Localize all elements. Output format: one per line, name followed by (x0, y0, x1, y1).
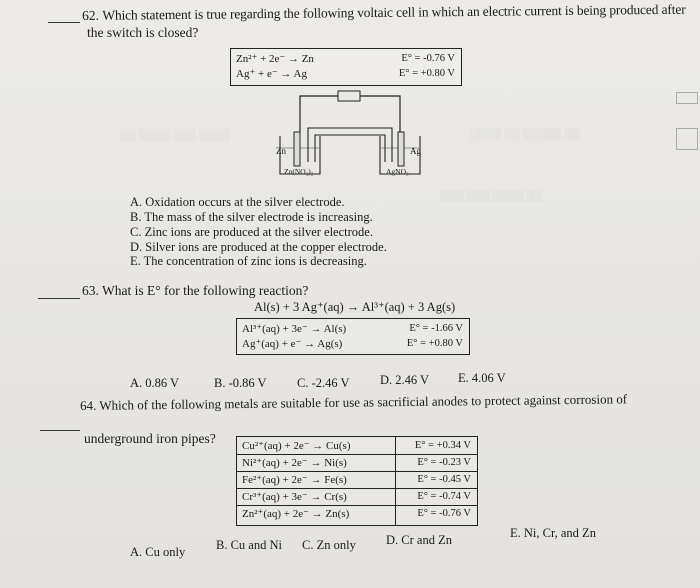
margin-mark (676, 92, 698, 104)
q62-option-b[interactable]: B. The mass of the silver electrode is increasing. (130, 210, 373, 224)
q64-text-line1 (80, 391, 627, 414)
q63-pot-1: E° = -1.66 V (409, 323, 463, 334)
q64-half-eq-1: Cu²⁺(aq) + 2e⁻ → Cu(s) (242, 440, 351, 452)
q63-pot-2: E° = +0.80 V (406, 338, 463, 349)
q64-choice-a[interactable]: A. Cu only (130, 545, 186, 559)
q62-pot-2: E° = +0.80 V (398, 68, 455, 79)
ag-label: Ag (410, 146, 421, 156)
switch-icon (338, 91, 360, 101)
q64-pot-2: E° = -0.23 V (417, 457, 471, 468)
q62-text-line1 (82, 2, 686, 24)
table-rule (237, 454, 477, 455)
salt-bridge-outer (308, 128, 392, 162)
q64-number: 64. (80, 397, 97, 413)
q64-pot-4: E° = -0.74 V (417, 491, 471, 502)
voltaic-cell-diagram (270, 88, 430, 178)
q62-option-c[interactable]: C. Zinc ions are produced at the silver electrode. (130, 225, 373, 239)
q63-half-eq-2: Ag⁺(aq) + e⁻ → Ag(s) (242, 338, 343, 350)
q62-number: 62. (82, 7, 100, 23)
q64-half-reaction-table (236, 436, 478, 526)
q62-pot-1: E° = -0.76 V (401, 53, 455, 64)
q63-choice-c[interactable]: C. -2.46 V (297, 376, 350, 390)
bleed-through-text: ░░░ ░░░ ░░░░ ░░ (440, 190, 542, 202)
answer-blank-63[interactable] (38, 298, 80, 299)
q64-pot-3: E° = -0.45 V (417, 474, 471, 485)
right-solution-label: AgNO₃ (386, 167, 409, 176)
ag-electrode (398, 132, 404, 166)
table-rule (237, 471, 477, 472)
q63-choice-d[interactable]: D. 2.46 V (380, 373, 430, 387)
answer-blank-64[interactable] (40, 430, 80, 431)
q64-half-eq-2: Ni²⁺(aq) + 2e⁻ → Ni(s) (242, 457, 347, 469)
q62-question: Which statement is true regarding the following voltaic cell in which an electric current is being produced after (102, 1, 686, 23)
q62-half-eq-1: Zn²⁺ + 2e⁻ → Zn (236, 53, 314, 65)
q64-half-eq-3: Fe²⁺(aq) + 2e⁻ → Fe(s) (242, 474, 347, 486)
table-rule (237, 505, 477, 506)
bleed-through-text: ░░░░ ░░ ░░░░░ ░░ (470, 128, 580, 140)
q63-choice-e[interactable]: E. 4.06 V (458, 371, 506, 385)
q62-half-eq-2: Ag⁺ + e⁻ → Ag (236, 68, 307, 80)
q63-text (82, 283, 308, 299)
q64-half-eq-4: Cr³⁺(aq) + 3e⁻ → Cr(s) (242, 491, 347, 503)
table-divider (395, 437, 396, 525)
bleed-through-text: ░░ ░░░░ ░░░ ░░░░ (120, 129, 230, 141)
q62-text-line2: the switch is closed? (87, 25, 199, 40)
q64-choice-c[interactable]: C. Zn only (302, 538, 356, 552)
answer-blank-62[interactable] (48, 22, 80, 23)
q63-question: What is E° for the following reaction? (102, 283, 309, 298)
q63-half-reaction-table (236, 318, 470, 355)
q63-choice-b[interactable]: B. -0.86 V (214, 376, 267, 390)
zn-label: Zn (276, 146, 286, 156)
margin-mark (676, 128, 698, 150)
table-rule (237, 488, 477, 489)
zn-electrode (294, 132, 300, 166)
q64-text-line2: underground iron pipes? (84, 431, 216, 446)
q64-half-eq-5: Zn²⁺(aq) + 2e⁻ → Zn(s) (242, 508, 350, 520)
q63-reaction: Al(s) + 3 Ag⁺(aq) → Al³⁺(aq) + 3 Ag(s) (254, 300, 456, 314)
q62-half-reaction-table (230, 48, 462, 86)
q64-pot-1: E° = +0.34 V (414, 440, 471, 451)
q64-choice-b[interactable]: B. Cu and Ni (216, 538, 282, 552)
q64-choice-d[interactable]: D. Cr and Zn (386, 533, 452, 547)
salt-bridge-inner (315, 135, 385, 162)
q63-number: 63. (82, 283, 99, 298)
q62-option-d[interactable]: D. Silver ions are produced at the copper electrode. (130, 240, 387, 254)
left-solution-label: Zn(NO₃)₂ (284, 167, 314, 176)
q63-half-eq-1: Al³⁺(aq) + 3e⁻ → Al(s) (242, 323, 347, 335)
q62-option-e[interactable]: E. The concentration of zinc ions is decreasing. (130, 254, 367, 268)
q64-choice-e[interactable]: E. Ni, Cr, and Zn (510, 526, 596, 540)
q64-pot-5: E° = -0.76 V (417, 508, 471, 519)
q63-choice-a[interactable]: A. 0.86 V (130, 376, 180, 390)
q64-question: Which of the following metals are suitable for use as sacrificial anodes to protect against corrosion of (99, 391, 628, 413)
q62-option-a[interactable]: A. Oxidation occurs at the silver electrode. (130, 195, 345, 209)
voltaic-cell-svg (270, 88, 430, 178)
